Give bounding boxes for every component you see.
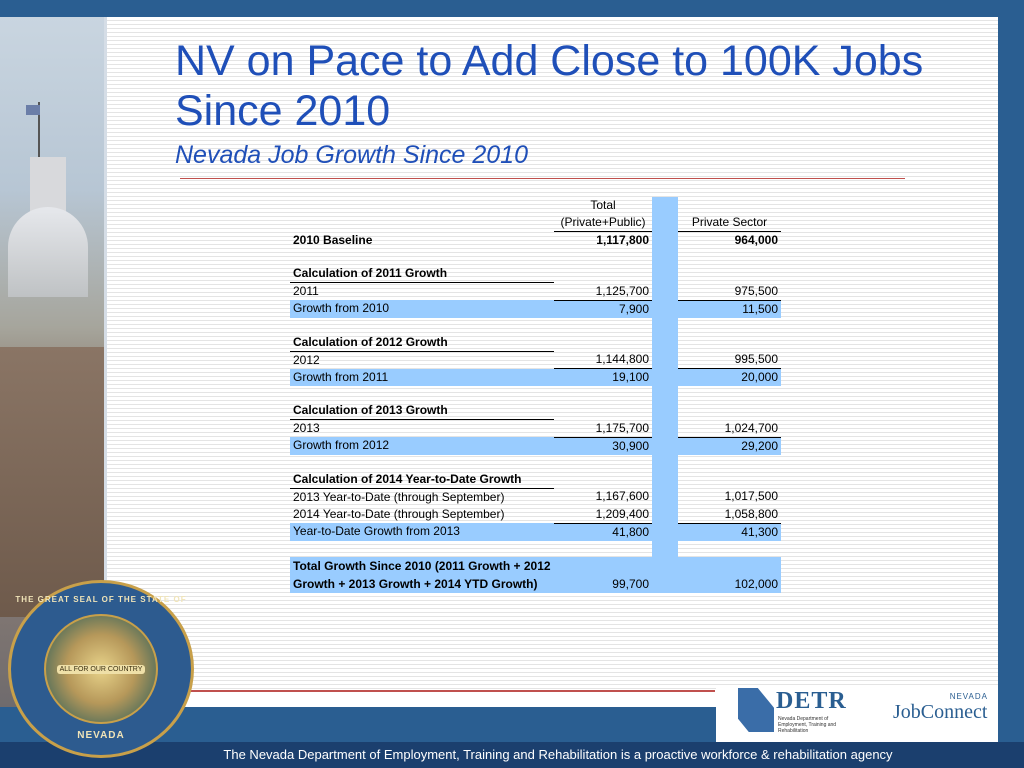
table-row: [290, 506, 781, 524]
table-row-growth: [290, 369, 781, 387]
jobconnect-logo: [893, 692, 998, 732]
spacer-row: [290, 249, 781, 265]
top-frame-bar: [0, 0, 1024, 17]
row-total: 1,144,800: [554, 351, 652, 369]
table-row-baseline: [290, 232, 781, 250]
table-row-growth: [290, 300, 781, 318]
spacer-row: [290, 386, 781, 402]
table-section-heading: [290, 334, 781, 352]
row-label: Total Growth Since 2010 (2011 Growth + 2012 Growth + 2013 Growth + 2014 YTD Growth): [290, 557, 554, 593]
detr-logo: [738, 686, 858, 736]
row-total: 1,175,700: [554, 420, 652, 438]
nevada-state-icon: [738, 688, 774, 732]
jobconnect-logo-text: JobConnect: [893, 701, 988, 723]
row-label: 2013 Year-to-Date (through September): [293, 489, 505, 504]
row-total: 1,117,800: [596, 233, 649, 247]
nevada-state-seal: [8, 580, 194, 758]
slide-title: NV on Pace to Add Close to 100K Jobs Since 2010: [175, 37, 924, 135]
row-total: 1,167,600: [595, 489, 649, 504]
row-label: Growth from 2012: [290, 437, 554, 455]
section-heading: Calculation of 2011 Growth: [290, 265, 554, 283]
table-section-heading: [290, 471, 781, 489]
row-private: 20,000: [678, 369, 781, 387]
table-row-growth: [290, 437, 781, 455]
footer-tagline: The Nevada Department of Employment, Training and Rehabilitation is a proactive workforce & rehabilitation agency: [223, 747, 893, 762]
row-label: 2014 Year-to-Date (through September): [293, 506, 505, 521]
row-label: Growth from 2011: [290, 369, 554, 387]
row-private: 29,200: [678, 437, 781, 455]
row-total: 1,125,700: [554, 283, 652, 301]
spacer-row: [290, 455, 781, 471]
row-private: 975,500: [678, 283, 781, 301]
row-private: 1,024,700: [678, 420, 781, 438]
flag-icon: [26, 105, 40, 115]
table-section-heading: [290, 402, 781, 420]
table-row-growth: [290, 523, 781, 541]
row-total: 99,700: [554, 557, 652, 593]
capitol-dome: [8, 207, 88, 297]
seal-emblem-icon: [44, 614, 158, 724]
row-total: 19,100: [554, 369, 652, 387]
right-frame-bar: [998, 0, 1024, 768]
slide-subtitle: Nevada Job Growth Since 2010: [175, 141, 528, 169]
capitol-facade: [0, 347, 104, 617]
title-divider: [180, 178, 905, 179]
footer-tagline-bar: [0, 742, 1024, 768]
table-header-row: [290, 197, 781, 214]
row-total: 41,800: [554, 523, 652, 541]
row-label: 2013: [293, 421, 320, 435]
table-row: [290, 283, 781, 301]
table-row: [290, 351, 781, 369]
row-private: 102,000: [678, 557, 781, 593]
row-label: 2012: [293, 352, 320, 367]
footer-divider: [180, 690, 715, 692]
row-private: 995,500: [678, 351, 781, 369]
spacer-row: [290, 318, 781, 334]
row-private: 11,500: [678, 300, 781, 318]
row-private: 41,300: [678, 523, 781, 541]
job-growth-table: [290, 197, 781, 593]
section-heading: Calculation of 2014 Year-to-Date Growth: [290, 471, 554, 489]
jobconnect-logo-top: NEVADA: [949, 692, 988, 701]
header-total-line1: Total: [590, 198, 616, 212]
row-label: 2010 Baseline: [293, 232, 373, 247]
table-section-heading: [290, 265, 781, 283]
row-total: 1,209,400: [554, 506, 652, 524]
row-label: Year-to-Date Growth from 2013: [290, 523, 554, 541]
row-total: 7,900: [554, 300, 652, 318]
row-private: 1,058,800: [678, 506, 781, 524]
seal-motto: ALL FOR OUR COUNTRY: [57, 665, 146, 674]
table-row-total-growth: [290, 557, 781, 593]
section-heading: Calculation of 2012 Growth: [290, 334, 554, 352]
seal-top-text: THE GREAT SEAL OF THE STATE OF: [15, 595, 187, 604]
seal-bottom-text: NEVADA: [77, 730, 125, 741]
header-private: Private Sector: [678, 214, 781, 232]
header-total-line2: (Private+Public): [554, 214, 652, 232]
detr-logo-subtext: Nevada Department of Employment, Training and Rehabilitation: [778, 716, 837, 734]
row-total: 30,900: [554, 437, 652, 455]
spacer-row: [290, 541, 781, 557]
table-row: [290, 488, 781, 506]
table-row: [290, 420, 781, 438]
row-label: 2011: [293, 284, 319, 298]
section-heading: Calculation of 2013 Growth: [290, 402, 554, 420]
row-label: Growth from 2010: [290, 300, 554, 318]
row-private: 964,000: [734, 233, 778, 247]
detr-logo-text: DETR: [776, 688, 847, 714]
row-private: 1,017,500: [724, 489, 778, 504]
table-header-row: [290, 214, 781, 232]
